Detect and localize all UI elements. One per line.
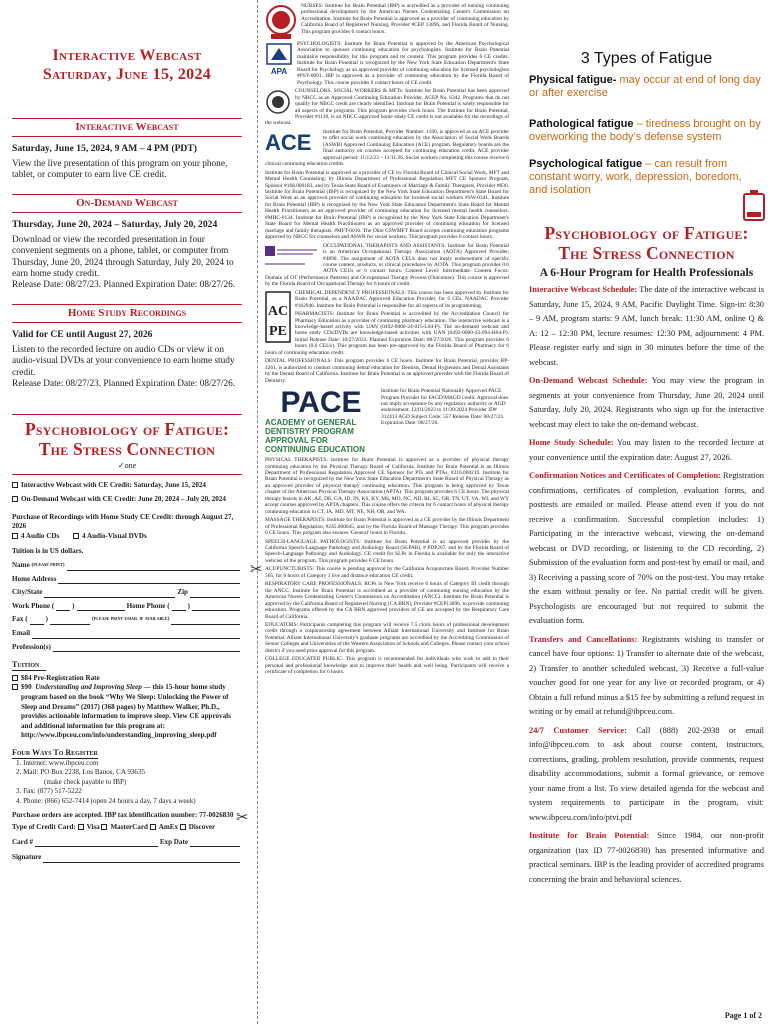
program-title-2: The Stress Connection <box>558 243 735 263</box>
event-title: Interactive Webcast <box>52 47 202 64</box>
webcast-time: Saturday, June 15, 2024, 9 AM – 4 PM (PDT) <box>12 143 197 154</box>
ot-block: OCCUPATIONAL THERAPISTS AND ASSISTANTS: Institute for Brain Potential is an American Occupational Therapy Association (AOTA) Approved Provider, #4890. The assignment of AOTA CEUs does not imply endorsement of specific course content, products, or clinical procedures by AOTA. This program provides 0.6 AOTA CEUs or 6 contact hours. Content Level: Intermediate. Content Focus: Domain of OT (Performance Patterns) and Occupational Therapy Process (Outcomes). This course is approved by the Florida Board of Occupational Therapy for 6 hours of credit. <box>265 242 509 288</box>
ancc-badge-icon <box>265 4 297 40</box>
svg-text:APA: APA <box>270 67 288 76</box>
scissors-icon: ✂ <box>250 560 263 578</box>
card-field[interactable]: Card # Exp Date <box>12 838 242 848</box>
profession-field[interactable]: Profession(s) <box>12 643 242 653</box>
homestudy-valid: Valid for CE until August 27, 2026 <box>12 328 153 340</box>
option-ondemand[interactable]: On-Demand Webcast with CE Credit: June 20, 2024 – July 20, 2024 <box>12 495 242 505</box>
divider <box>12 304 242 305</box>
fatigue-psychological: Psychological fatigue – can result from constant worry, work, depression, boredom, and isolation <box>529 158 742 196</box>
option-interactive[interactable]: Interactive Webcast with CE Credit: Saturday, June 15, 2024 <box>12 481 242 491</box>
pt-block: PHYSICAL THERAPISTS: Institute for Brain Potential is approved as a provider of physical therapy continuing education by the Physical Therapy Board of California. Institute for Brain Potential is an Illinois Department of Professional Regulation Approved CE Sponsor for PTs and PTAs, #216.000210. Institute for Brain Potential is recognized by the New York State Education Department's State Board of Physical Therapy as an approved provider of physical therapy continuing education. This program is being approved by Texas chapter of the American Physical Therapy Association (APTA). This program provides 6 CE hours. The physical therapy boards in AK, AZ, DE, GA, ID, IN, KS, KY, MS, MO, NC, ND, RI, SC, OR, TN, UT, VA, WI, and WY accept courses approved by APTA chapters. This course offers the criteria for 6 contact hours of physical therapy continuing education in CT, IA, MD, MT, NE, NH, OR, and WA. <box>265 457 509 515</box>
ondemand-schedule: On-Demand Webcast Schedule: You may view the program in segments at your convenience from Thursday, June 20, 2024 until Saturday, July 20, 2024. Registrants who sign up for the interactive webcast may elect to take the on-demand webcast. <box>529 376 764 429</box>
tuition-2[interactable]: $90 Understanding and Improving Sleep — this 15-hour home study program based on the book “Why We Sleep: Unlocking the Power of Sleep and Dreams” (2017) (368 pages) by Matthew Walker, Ph.D., provides actionable information to improve sleep. View CE approvals and additional information for this program at: http://www.ibpceu.com/info/understanding_improving_sleep.pdf <box>12 683 242 741</box>
section-heading: Home Study Recordings <box>67 306 187 319</box>
purchase-label: Purchase of Recordings with Home Study CE Credit: through August 27, 2026 <box>12 512 234 531</box>
cc-amex[interactable]: AmEx <box>150 823 178 831</box>
ny-block: Institute for Brain Potential is approved as a provider of CE by Florida Board of Clinical Social Work, MFT and Mental Health Counseling; by Illinois Department of Professional Regulation MFT CE Sponsor Program, Sponsor #168.000183, and by Texas State Board of Examiners of Marriage & Family Therapists, Provider #830. Institute for Brain Potential (IBP) is recognized by the New York State Education Department's State Board for Social Work as an approved provider of continuing education for licensed social workers #SW-0341. Institute for Brain Potential (IBP) is recognized by the New York State Education Department's State Board for Mental Health Practitioners as an approved provider of continuing education for licensed mental health counselors. #MHC-0134. Institute for Brain Potential (IBP) is recognized by the New York State Education Department's State Board for Mental Health Practitioners as an approved provider of continuing education for licensed marriage and family therapists. #MFT-0016. The Ohio CSWMFT Board accepts continuing education programs approved by NBCC for counselors and ASWB for social workers. This program provides 6 contact hours. <box>265 169 509 241</box>
checkbox-icon[interactable] <box>150 824 156 830</box>
svg-text:PE: PE <box>269 323 287 339</box>
cc-discover[interactable]: Discover <box>180 823 215 831</box>
pace-block <box>265 388 509 454</box>
city-zip-field[interactable]: City/State Zip <box>12 588 242 598</box>
checkbox-icon[interactable] <box>12 496 18 502</box>
college-block: COLLEGE EDUCATED PUBLIC: This program is recommended for individuals who wish to add to their personal and professional knowledge and to improve their health and well being. Participants will receive a certificate of completion for 6 hours. <box>265 656 509 676</box>
ondemand-section <box>12 194 242 292</box>
cc-visa[interactable]: Visa <box>78 823 100 831</box>
tuition-note: Tuition is in US dollars. <box>12 547 84 556</box>
program-title-2: The Stress Connection <box>38 439 216 460</box>
homestudy-section <box>12 304 242 391</box>
confirmation-notice: Confirmation Notices and Certificates of Completion: Registration confirmations, certificates of completion, evaluation forms, and posttests are emailed or mailed. Please attend even if you do not receive a confirmation. Successful completion includes: 1) Participating in the interactive webcast, viewing the on-demand webcast or DVD recording, or listening to the CD recording, 2) Submission of the evaluation form and post-test by email or mail, and 3) Receiving a passing score of 70% on the post-test. You may retake the exam without penalty or fee. No partial credit will be given. Psychologists are encouraged but not required to submit the evaluation form. <box>529 471 764 625</box>
purchase-orders: Purchase orders are accepted. IBP tax identification number: 77-0026830 <box>12 810 234 819</box>
section-heading: On-Demand Webcast <box>76 196 178 209</box>
apa-logo-icon <box>265 42 293 84</box>
register-methods <box>12 759 242 807</box>
divider <box>12 136 242 137</box>
homestudy-schedule: Home Study Schedule: You may listen to the recorded lecture at your convenience until the expiration date: August 27, 2026. <box>529 438 764 462</box>
svg-text:ACE: ACE <box>265 129 312 155</box>
ace-logo-icon <box>265 130 319 156</box>
fatigue-pathological: Pathological fatigue – tiredness brought on by overworking the body’s defense system <box>529 118 761 143</box>
pace-logo: PACE ACADEMY of GENERAL DENTISTRY PROGRAM APPROVAL FOR CONTINUING EDUCATION <box>265 386 365 455</box>
reg-phone: 4. Phone: (866) 652-7414 (open 24 hours a day, 7 days a week) <box>16 796 196 805</box>
program-subtitle: A 6-Hour Program for Health Professionals <box>539 267 754 279</box>
acu-block: ACUPUNCTURISTS: This course is pending approval by the California Acupuncture Board, Provider Number 565, for 6 hours of Category 1 live and distance education CE credit. <box>265 566 509 579</box>
page-number: Page 1 of 2 <box>724 1011 762 1020</box>
homestudy-release: Release Date: 08/27/23. Planned Expiration Date: 08/27/26. <box>12 379 236 390</box>
fatigue-title: 3 Types of Fatigue <box>580 50 713 67</box>
svg-text:AC: AC <box>267 303 289 319</box>
battery-icon <box>740 188 768 222</box>
dental-block: DENTAL PROFESSIONALS: This program provides 6 CE hours. Institute for Brain Potential, provider RP-4261, is authorized to conduct continuing dental education for Dentists, Dental Hygienists and Dental Assistants by the Dental Board of California. Institute for Brain Potential is an approved provider with the Florida Board of Dentistry. <box>265 358 509 384</box>
fatigue-psychological-wrap <box>529 158 764 197</box>
media-options <box>12 532 242 542</box>
signature-field[interactable]: Signature <box>12 853 242 863</box>
checkmark-icon: ✓ <box>117 461 125 471</box>
webcast-desc: View the live presentation of this program on your phone, tablet, or computer to earn live CE credit. <box>12 159 228 181</box>
checkbox-icon[interactable] <box>73 533 79 539</box>
checkbox-icon[interactable] <box>12 684 18 690</box>
ondemand-desc: Download or view the recorded presentation in four convenient segments on a phone, tablet, or computer from Thursday, June 20, 2024 through Saturday, July 20, 2024 to earn home study credit. <box>12 234 234 280</box>
program-title-box <box>12 414 242 475</box>
fax-field[interactable]: Fax ( ) (please print email if available) <box>12 615 242 625</box>
scissors-icon: ✂ <box>236 808 249 826</box>
divider <box>12 118 242 119</box>
divider <box>12 194 242 195</box>
checkbox-icon[interactable] <box>12 482 18 488</box>
chem-block: AC PE CHEMICAL DEPENDENCY PROFESSIONALS: This course has been approved by Institute for Brain Potential, as a NAADAC Approved Education Provider, for 6 CEs. NAADAC Provider #182946. Institute for Brain Potential is responsible for all aspects of its programming. <box>265 290 509 309</box>
educators-block: EDUCATORS: Participants completing this program will receive 7.5 clock hours of professional development credit through a cosponsorship agreement between Alliant International University and Institute for Brain Potential. Alliant International University's graduate programs are accredited by the Accrediting Commission of Senior Colleges and Universities of the Western Association of Schools and Colleges. Please contact your school district if you need prior approval for this program. <box>265 621 509 654</box>
homestudy-desc: Listen to the recorded lecture on audio CDs or view it on audio-visual DVDs at your convenience to earn home study credit. <box>12 344 235 378</box>
program-info-column <box>522 0 770 1024</box>
nurses-block: NURSES: Institute for Brain Potential (IBP) is accredited as a provider of nursing continuing professional development by the American Nurses Credentialing Center's Commission on Accreditation. Institute for Brain Potential is approved as a provider of continuing education by California Board of Registered Nursing, Provider #CEP 13896, and Florida Board of Nursing. This program provides 6 contact hours. <box>265 3 509 35</box>
program-title: Psychobiology of Fatigue: <box>544 223 749 243</box>
transfers-notice: Transfers and Cancellations: Registrants wishing to transfer or cancel have four options: 1) Transfer to alternate date of the webcast, 2) Transfer to another scheduled webcast, 3) Receive a full-value voucher good for one year for any live or recorded program, or 4) Obtain a full refund minus a $15 fee by submitting a refund request in writing or by email at refund@ibpceu.com. <box>529 634 764 716</box>
cut-line <box>257 0 258 1024</box>
reg-internet[interactable]: 1. Internet: www.ibpceu.com <box>16 758 99 767</box>
event-header <box>12 46 242 84</box>
tuition-heading: Tuition <box>12 660 46 671</box>
webcast-section <box>12 118 242 182</box>
fatigue-physical: Physical fatigue- may occur at end of long day or after exercise <box>529 74 761 99</box>
checkbox-icon[interactable] <box>12 675 18 681</box>
reg-mail: 2. Mail: PO Box 2238, Los Banos, CA 93635 <box>16 768 146 777</box>
registration-form <box>12 481 242 862</box>
event-date: Saturday, June 15, 2024 <box>42 66 212 83</box>
reg-mail-note: (make check payable to IBP) <box>44 777 127 786</box>
checkbox-icon[interactable] <box>12 533 18 539</box>
aota-logo-icon <box>265 244 319 270</box>
customer-service: 24/7 Customer Service: Call (888) 202-2938 or email info@ibpceu.com to ask about course content, instructors, corrections, grading, problem resolution, provide comments, request disability accommodations, submit a formal grievance, or remove your name from a list. To view detailed agenda for the webcast and system requirements to participate in the program, visit: www.ibpceu.com/info/ptvi.pdf <box>529 725 765 822</box>
cc-mastercard[interactable]: MasterCard <box>101 823 147 831</box>
psychologists-block: APA PSYCHOLOGISTS: Institute for Brain Potential is approved by the American Psychological Association to sponsor continuing education for psychologists. Institute for Brain Potential maintains responsibility for this program and its content. This program provides 6 CE credits. Institute for Brain Potential is recognized by the New York State Education Department's State Board for Psychology as an approved provider of continuing education for licensed psychologists #PSY-0091. IBP is approved as a provider of continuing education by the Florida Board of Psychology. This course provides 6 contact hours of CE credit. <box>265 41 509 86</box>
pharm-block: PHARMACISTS: Institute for Brain Potential is accredited by the Accreditation Council for Pharmacy Education as a provider of continuing pharmacy education. The interactive webcast is a knowledge-based activity with UAN (0492-0000-24-015-L04-P). The on-demand webcast and home study CDs/DVDs are knowledge-based activities with UAN (0492-0000-23-094-H04-P). Initial Release Date: 10/27/2023. Planned Expiration Date: 08/27/2026. This program provides 6 hours (0.6 CEUs). This program has been pre-approved by the Florida Board of Pharmacy for 6 hours of continuing education credit. <box>265 311 509 356</box>
name-field[interactable]: Name (please print) <box>12 561 242 571</box>
speech-block: SPEECH-LANGUAGE PATHOLOGISTS: Institute for Brain Potential is an approved provider by the California Speech-Language Pathology and Audiology Board (SLPAB), # PDP267, and by the Florida Board of Speech-Language Pathology and Audiology. CE credit for SLPs in Florida is available for only the interactive webcast of the program. This program provides 6 CE hours. <box>265 538 509 564</box>
checkbox-icon[interactable] <box>101 824 107 830</box>
divider <box>12 212 242 213</box>
email-field[interactable]: Email <box>12 629 242 639</box>
resp-block: RESPIRATORY CARE PROFESSIONALS: RCPs in New York receive 6 hours of Category III credit through the ANCC. Institute for Brain Potential is accredited as a provider of continuing nursing education by the American Nurses Credentialing Center's Commission on Accreditation (ANCC). Institute for Brain Potential is approved by the California Board of Registered Nursing (CA BRN), Provider #CEP13896, to provide continuing education. Programs offered by the CA BRN approved providers of CE are accepted by the Respiratory Care Board of California. <box>265 581 509 620</box>
webcast-schedule: Interactive Webcast Schedule: The date of the interactive webcast is Saturday, June 15, 2024, 9 AM, Pacific Daylight Time. Sign-in: 8:30 – 9 AM, program starts: 9 AM, lunch break: 11:30 AM, online Q & A: 12 – 12:30 PM, lecture resumes: 12:30 PM, adjournment: 4 PM. Please register early and sign in 30 minutes before the time of the webcast. <box>529 285 764 367</box>
divider <box>12 322 242 323</box>
program-title: Psychobiology of Fatigue: <box>24 419 230 440</box>
counselors-block: COUNSELORS, SOCIAL WORKERS & MFTs: Institute for Brain Potential has been approved by NBCC as an Approved Continuing Education Provider, ACEP No. 6342. Programs that do not qualify for NBCC credit are clearly identified. Institute for Brain Potential is solely responsible for all aspects of the programs. This program provides clock hours. The Institute for Brain Potential, Provider #1110, is an NBCC-approved home study CE credit is not available for the recordings of the webcast. <box>265 88 509 127</box>
checkbox-icon[interactable] <box>78 824 84 830</box>
pace-text: Institute for Brain Potential Nationally Approved PACE Program Provider for FAGD/MAGD credit. Approval does not imply acceptance by any regulatory authority or AGD endorsement. 12/01/2023 to 11/30/2024 Provider ID# 312413 AGD Subject Code: 557 Release Date: 08/27/23. Expiration Date: 08/27/26. <box>381 388 509 427</box>
phone-field[interactable]: Work Phone ( ) Home Phone ( ) <box>12 602 242 612</box>
nbcc-seal-icon <box>265 89 291 119</box>
address-field[interactable]: Home Address <box>12 575 242 585</box>
ace-block: ACE Institute for Brain Potential, Provider Number: 1160, is approved as an ACE provider to offer social work continuing education by the Association of Social Work Boards (ASWB) Approved Continuing Education (ACE) program. Regulatory boards are the final authority on courses accepted for continuing education credit. ACE provider approval period: 11/12/23 – 11/11/26. Social workers completing this course receive 6 clinical continuing education credits. <box>265 128 509 168</box>
accreditation-column <box>262 0 512 1024</box>
ondemand-release: Release Date: 08/27/23. Planned Expiration Date: 08/27/26. <box>12 280 236 291</box>
cc-types: Type of Credit Card: Visa MasterCard AmEx Discover <box>12 823 216 832</box>
section-heading: Interactive Webcast <box>75 121 179 133</box>
massage-block: MASSAGE THERAPISTS: Institute for Brain Potential is approved as a CE provider by the Illinois Department of Professional Regulation, #245.000045, and by the Florida Board of Massage Therapy. This program provides 6 CE hours. This program also ensures 'General' hours in Florida. <box>265 517 509 537</box>
option-cds[interactable]: 4 Audio CDs <box>12 532 59 540</box>
checkbox-icon[interactable] <box>180 824 186 830</box>
acpe-logo-icon <box>265 291 291 343</box>
option-dvds[interactable]: 4 Audio-Visual DVDs <box>73 532 147 540</box>
registration-column <box>0 0 252 1024</box>
ibp-about: Institute for Brain Potential: Since 1984, our non-profit organization (tax ID 77-0026830) has presented informative and practical seminars. IBP is the leading provider of accredited programs concerning the brain and behavioral sciences. <box>529 831 764 884</box>
reg-fax: 3. Fax: (877) 517-5222 <box>16 787 82 796</box>
tuition-1[interactable]: $84 Pre-Registration Rate <box>12 674 242 684</box>
check-one-note: ✓one <box>117 461 137 471</box>
ondemand-dates: Thursday, June 20, 2024 – Saturday, July 20, 2024 <box>12 218 218 230</box>
register-heading: Four Ways To Register <box>12 747 98 757</box>
